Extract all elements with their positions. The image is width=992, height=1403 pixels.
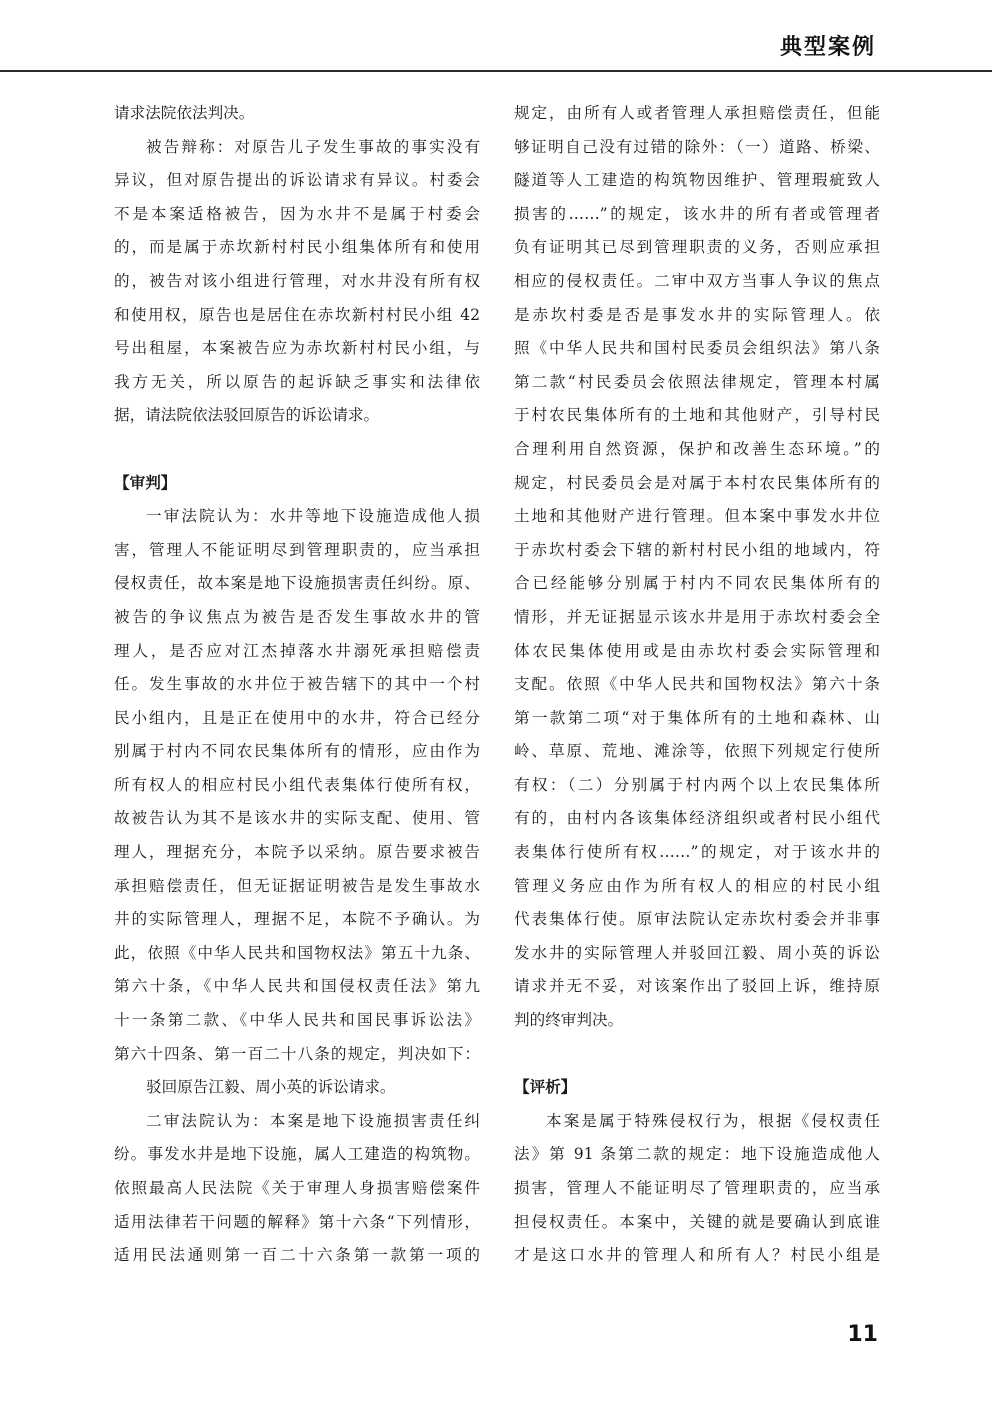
text-line: 我方无关，所以原告的起诉缺乏事实和法律依 xyxy=(114,372,480,391)
text-line: 担侵权责任。本案中，关键的就是要确认到底谁 xyxy=(514,1212,880,1231)
text-line: 合理利用自然资源，保护和改善生态环境。”的 xyxy=(514,439,880,458)
text-line: 被告的争议焦点为被告是否发生事故水井的管 xyxy=(114,607,480,626)
text-line: 第六十四条、第一百二十八条的规定，判决如下： xyxy=(114,1044,480,1063)
text-line: 有的，由村内各该集体经济组织或者村民小组代 xyxy=(514,809,880,828)
text-line: 的，而是属于赤坎新村村民小组集体所有和使用 xyxy=(114,238,480,257)
text-line: 适用法律若干问题的解释》第十六条“下列情形， xyxy=(114,1212,480,1231)
text-line: 一审法院认为：水井等地下设施造成他人损 xyxy=(146,507,480,526)
text-line: 十一条第二款、《中华人民共和国民事诉讼法》 xyxy=(114,1011,480,1030)
text-line: 此，依照《中华人民共和国物权法》第五十九条、 xyxy=(114,943,480,962)
text-line: 请求法院依法判决。 xyxy=(114,104,255,122)
text-line: 代表集体行使。原审法院认定赤坎村委会并非事 xyxy=(514,910,880,929)
text-line: 发水井的实际管理人并驳回江毅、周小英的诉讼 xyxy=(514,943,880,962)
text-line: 第六十条，《中华人民共和国侵权责任法》第九 xyxy=(114,977,480,996)
running-header-title: 典型案例 xyxy=(779,35,876,60)
text-line: 适用民法通则第一百二十六条第一款第一项的 xyxy=(114,1246,480,1265)
header-rule xyxy=(0,70,992,72)
text-line: 是赤坎村委是否是事发水井的实际管理人。依 xyxy=(514,305,880,324)
section-heading: 【评析】 xyxy=(514,1078,577,1097)
text-line: 岭、草原、荒地、滩涂等，依照下列规定行使所 xyxy=(514,742,880,761)
text-line: 负有证明其已尽到管理职责的义务，否则应承担 xyxy=(514,238,880,257)
text-line: 二审法院认为：本案是地下设施损害责任纠 xyxy=(146,1111,480,1130)
blank-line xyxy=(114,433,480,467)
text-line: 侵权责任，故本案是地下设施损害责任纠纷。原、 xyxy=(114,574,480,593)
text-line: 所有权人的相应村民小组代表集体行使所有权， xyxy=(114,775,480,794)
text-line: 依照最高人民法院《关于审理人身损害赔偿案件 xyxy=(114,1179,480,1197)
text-line: 别属于村内不同农民集体所有的情形，应由作为 xyxy=(114,742,480,761)
text-line: 照《中华人民共和国村民委员会组织法》第八条 xyxy=(514,339,880,358)
text-line: 合已经能够分别属于村内不同农民集体所有的 xyxy=(514,574,880,593)
text-line: 异议，但对原告提出的诉讼请求有异议。村委会 xyxy=(114,171,480,190)
text-line: 判的终审判决。 xyxy=(514,1011,624,1030)
section-heading: 【审判】 xyxy=(114,473,177,492)
text-line: 规定，村民委员会是对属于本村农民集体所有的 xyxy=(514,473,880,492)
text-line: 理人，是否应对江杰掉落水井溺死承担赔偿责 xyxy=(114,641,480,660)
text-line: 管理义务应由作为所有权人的相应的村民小组 xyxy=(514,876,880,895)
text-line: 的，被告对该小组进行管理，对水井没有所有权 xyxy=(114,271,480,290)
blank-line xyxy=(514,1038,880,1072)
text-line: 民小组内，且是正在使用中的水井，符合已经分 xyxy=(114,708,480,727)
right-column xyxy=(514,97,880,1273)
left-column xyxy=(114,97,480,1273)
text-line: 于赤坎村委会下辖的新村村民小组的地域内，符 xyxy=(514,540,880,559)
text-line: 规定，由所有人或者管理人承担赔偿责任，但能 xyxy=(514,104,880,122)
page-number: 11 xyxy=(847,1322,878,1347)
text-line: 有权：（二）分别属于村内两个以上农民集体所 xyxy=(514,775,880,794)
text-line: 支配。依照《中华人民共和国物权法》第六十条 xyxy=(514,675,880,694)
text-line: 相应的侵权责任。二审中双方当事人争议的焦点 xyxy=(514,271,880,290)
text-line: 和使用权，原告也是居住在赤坎新村村民小组 42 xyxy=(114,305,480,324)
text-line: 请求并无不妥，对该案作出了驳回上诉，维持原 xyxy=(514,977,880,996)
text-line: 被告辩称：对原告儿子发生事故的事实没有 xyxy=(146,137,480,156)
text-line: 第一款第二项“对于集体所有的土地和森林、山 xyxy=(514,708,880,727)
text-line: 故被告认为其不是该水井的实际支配、使用、管 xyxy=(114,809,480,828)
text-line: 情形，并无证据显示该水井是用于赤坎村委会全 xyxy=(514,607,880,626)
text-line: 理人，理据充分，本院予以采纳。原告要求被告 xyxy=(114,843,480,862)
text-line: 于村农民集体所有的土地和其他财产，引导村民 xyxy=(514,406,880,425)
text-line: 害，管理人不能证明尽到管理职责的，应当承担 xyxy=(114,540,480,559)
text-line: 隧道等人工建造的构筑物因维护、管理瑕疵致人 xyxy=(514,171,880,190)
text-line: 体农民集体使用或是由赤坎村委会实际管理和 xyxy=(514,641,880,660)
text-line: 不是本案适格被告，因为水井不是属于村委会 xyxy=(114,204,480,223)
text-line: 本案是属于特殊侵权行为，根据《侵权责任 xyxy=(546,1111,880,1130)
text-line: 土地和其他财产进行管理。但本案中事发水井位 xyxy=(514,507,880,526)
text-line: 第二款“村民委员会依照法律规定，管理本村属 xyxy=(514,372,880,391)
text-line: 损害的……”的规定，该水井的所有者或管理者 xyxy=(514,204,880,223)
text-line: 法》第 91 条第二款的规定：地下设施造成他人 xyxy=(514,1145,880,1164)
text-line: 承担赔偿责任，但无证据证明被告是发生事故水 xyxy=(114,876,480,895)
text-line: 才是这口水井的管理人和所有人？村民小组是 xyxy=(514,1246,880,1265)
text-line: 据，请法院依法驳回原告的诉讼请求。 xyxy=(114,406,380,425)
text-line: 井的实际管理人，理据不足，本院不予确认。为 xyxy=(114,910,480,929)
text-line: 号出租屋，本案被告应为赤坎新村村民小组，与 xyxy=(114,339,480,358)
text-line: 损害，管理人不能证明尽了管理职责的，应当承 xyxy=(514,1179,880,1197)
text-line: 驳回原告江毅、周小英的诉讼请求。 xyxy=(146,1078,396,1097)
text-line: 够证明自己没有过错的除外：（一）道路、桥梁、 xyxy=(514,137,880,156)
text-line: 表集体行使所有权……”的规定，对于该水井的 xyxy=(514,843,880,862)
text-line: 纷。事发水井是地下设施，属人工建造的构筑物。 xyxy=(114,1145,480,1164)
text-line: 任。发生事故的水井位于被告辖下的其中一个村 xyxy=(114,675,480,694)
